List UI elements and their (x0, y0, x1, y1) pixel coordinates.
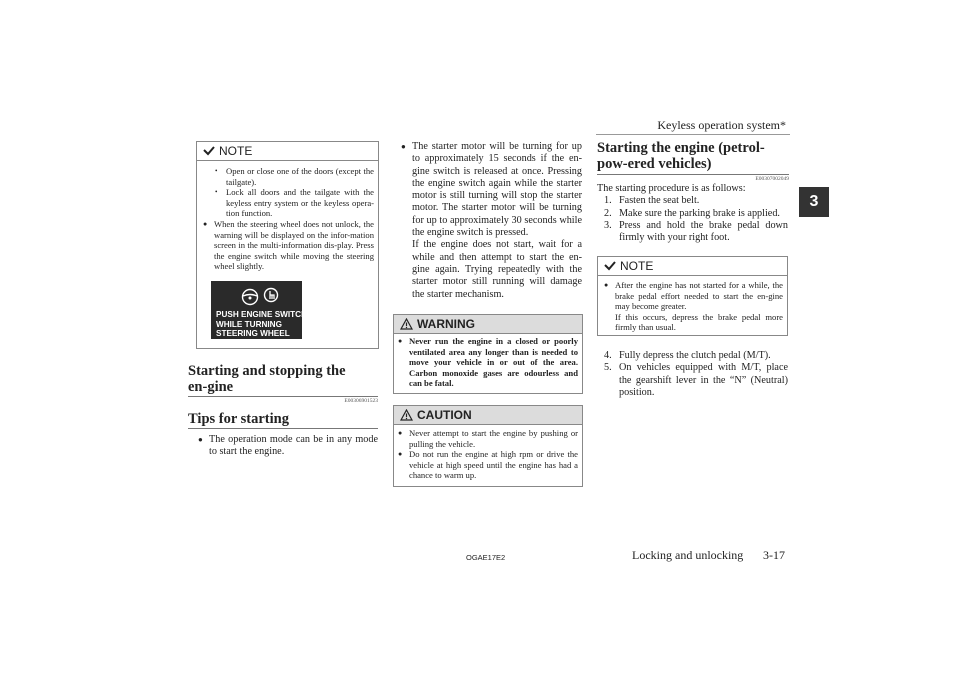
procedure-step: 3. Press and hold the brake pedal down firmly with your right foot. (604, 219, 788, 244)
note-bullet: ● When the steering wheel does not unlock, the warning will be displayed on the infor-mation screen in the multi-information dis-play. Press the engine switch while moving the steering wheel slightly. (203, 218, 374, 272)
starter-paragraph: The starter motor will be turning for up to approximately 15 seconds if the en-gine switch is released at once. Pressing the engine switch again while the starter motor is still turning will stop the starter motor. The starter motor will be turning for up to approximately 30 seconds while the engine switch is pressed. (412, 141, 582, 239)
footer-code: OGAE17E2 (466, 553, 506, 562)
caution-header (394, 406, 582, 425)
note-header (197, 142, 378, 161)
warning-header (394, 315, 582, 334)
chapter-tab: 3 (799, 187, 829, 217)
steering-wheel-icon (241, 288, 259, 306)
header-rule (596, 134, 790, 135)
procedure-step: 5. On vehicles equipped with M/T, place the gearshift lever in the “N” (Neutral) position. (604, 362, 788, 398)
caution-box (393, 405, 583, 487)
note-label: NOTE (219, 144, 253, 158)
tips-bullet: ● The operation mode can be in any mode to start the engine. (198, 434, 378, 458)
starter-bullet: ● The starter motor will be turning for up to approximately 15 seconds if the en-gine switch is released at once. Pressing the engine switch again while the starter motor is still turning will stop the starter motor. The starter motor will be turning for up to approximately 30 seconds while the engine switch is pressed. If the engine does not start, wait for a while and then attempt to start the en-gine again. Trying repeatedly with the starter motor still running will damage the starter mechanism. (401, 141, 582, 300)
note-check-icon (604, 261, 616, 271)
multi-information-display (211, 281, 307, 339)
heading-rule (188, 396, 378, 397)
note-check-icon (203, 146, 215, 156)
warning-item: ● Never run the engine in a closed or poorly ventilated area any longer than is needed to move your vehicle in or out of the area. Carbon monoxide gases are odourless and can be fatal. (398, 336, 578, 389)
subheading-rule (188, 428, 378, 429)
caution-label: CAUTION (417, 408, 472, 422)
note-box-right (597, 256, 788, 336)
running-header: Keyless operation system* (657, 118, 786, 132)
section-heading: Starting and stopping the en-gine (188, 363, 346, 395)
procedure-step: 4. Fully depress the clutch pedal (M/T). (604, 350, 771, 361)
note-header-right (598, 257, 787, 276)
press-switch-icon (263, 287, 279, 307)
footer-section: Locking and unlocking (632, 548, 744, 562)
display-line: STEERING WHEEL (216, 329, 290, 339)
note-label-right: NOTE (620, 259, 654, 273)
display-line: WHILE TURNING (216, 319, 282, 329)
warning-box (393, 314, 583, 394)
subsection-heading: Tips for starting (188, 411, 289, 427)
note-subbullet: • Lock all doors and the tailgate with the keyless entry system or the keyless opera-tion function. (215, 187, 374, 219)
caution-item: ● Do not run the engine at high rpm or drive the vehicle at high speed until the engine has had a chance to warm up. (398, 449, 578, 481)
section-code-right: E00307002049 (755, 176, 789, 182)
procedure-intro: The starting procedure is as follows: (597, 183, 746, 194)
page-number: 3-17 (763, 548, 785, 562)
note-item-right: ● After the engine has not started for a while, the brake pedal effort needed to start the en-gine may become greater. If this occurs, depress the brake pedal more firmly than usual. (604, 280, 783, 333)
heading-rule-right (597, 174, 789, 175)
caution-triangle-icon (400, 409, 413, 421)
warning-triangle-icon (400, 318, 413, 330)
starter-paragraph-2: If the engine does not start, wait for a while and then attempt to start the en-gine again. Trying repeatedly with the starter motor still running will damage the starter mechanism. (412, 239, 582, 300)
display-line: PUSH ENGINE SWITCH (216, 310, 307, 319)
section-heading-right: Starting the engine (petrol-pow-ered vehicles) (597, 140, 765, 172)
section-code: E00306901523 (344, 398, 378, 404)
note-subbullet: • Open or close one of the doors (except the tailgate). (215, 166, 374, 187)
procedure-step: 1. Fasten the seat belt. (604, 195, 700, 207)
warning-label: WARNING (417, 317, 475, 331)
procedure-step: 2. Make sure the parking brake is applied. (604, 207, 780, 219)
caution-item: ● Never attempt to start the engine by pushing or pulling the vehicle. (398, 428, 578, 449)
